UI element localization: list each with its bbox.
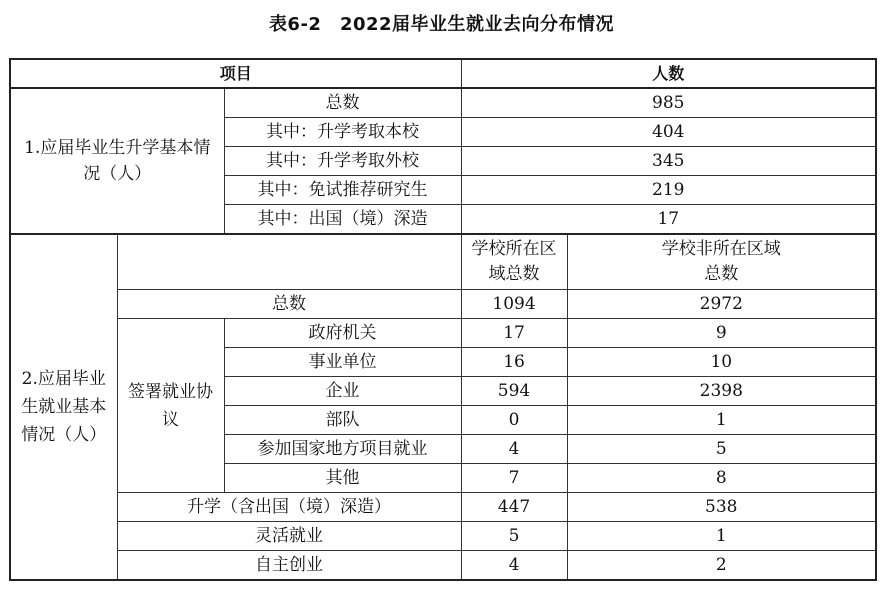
row-label: 参加国家地方项目就业 [224, 435, 461, 464]
row-label: 其中：出国（境）深造 [224, 205, 461, 235]
row-value: 17 [461, 205, 876, 235]
row-nonlocal: 8 [567, 464, 876, 493]
row-nonlocal: 1 [567, 406, 876, 435]
row-label: 其中：升学考取外校 [224, 147, 461, 176]
table-row [10, 493, 876, 522]
row-label: 政府机关 [224, 319, 461, 348]
row-label: 总数 [224, 88, 461, 118]
row-value: 404 [461, 118, 876, 147]
table-title: 表6-2 2022届毕业生就业去向分布情况 [268, 14, 615, 35]
row-local: 4 [461, 435, 567, 464]
row-local: 447 [461, 493, 567, 522]
header-count: 人数 [461, 59, 876, 88]
row-label: 部队 [224, 406, 461, 435]
row-label: 其中：免试推荐研究生 [224, 176, 461, 205]
table-row [10, 319, 876, 348]
row-label: 其中：升学考取本校 [224, 118, 461, 147]
row-nonlocal: 2 [567, 551, 876, 581]
section2-label: 2.应届毕业生就业基本情况（人） [10, 234, 117, 580]
row-local: 1094 [461, 290, 567, 319]
row-local: 0 [461, 406, 567, 435]
col-nonlocal-header: 学校非所在区域总数 [567, 234, 876, 290]
col-local-header: 学校所在区域总数 [461, 234, 567, 290]
table-row [10, 522, 876, 551]
employment-table [9, 58, 877, 581]
signed-label: 签署就业协议 [117, 319, 224, 493]
row-local: 4 [461, 551, 567, 581]
row-nonlocal: 2972 [567, 290, 876, 319]
row-value: 345 [461, 147, 876, 176]
table-row [10, 290, 876, 319]
row-nonlocal: 10 [567, 348, 876, 377]
section1-label: 1.应届毕业生升学基本情况（人） [10, 88, 224, 234]
row-nonlocal: 2398 [567, 377, 876, 406]
row-label: 企业 [224, 377, 461, 406]
row-label: 灵活就业 [117, 522, 461, 551]
header-item: 项目 [10, 59, 461, 88]
row-nonlocal: 5 [567, 435, 876, 464]
row-label: 事业单位 [224, 348, 461, 377]
row-label: 升学（含出国（境）深造） [117, 493, 461, 522]
row-local: 7 [461, 464, 567, 493]
table-row [10, 551, 876, 581]
row-label: 自主创业 [117, 551, 461, 581]
row-local: 5 [461, 522, 567, 551]
row-label: 总数 [117, 290, 461, 319]
row-local: 17 [461, 319, 567, 348]
header-row [10, 59, 876, 88]
row-nonlocal: 1 [567, 522, 876, 551]
row-value: 985 [461, 88, 876, 118]
row-local: 594 [461, 377, 567, 406]
row-nonlocal: 538 [567, 493, 876, 522]
row-nonlocal: 9 [567, 319, 876, 348]
section2-header-row [10, 234, 876, 290]
empty-cell [117, 234, 461, 290]
row-label: 其他 [224, 464, 461, 493]
row-local: 16 [461, 348, 567, 377]
table-row [10, 88, 876, 118]
row-value: 219 [461, 176, 876, 205]
